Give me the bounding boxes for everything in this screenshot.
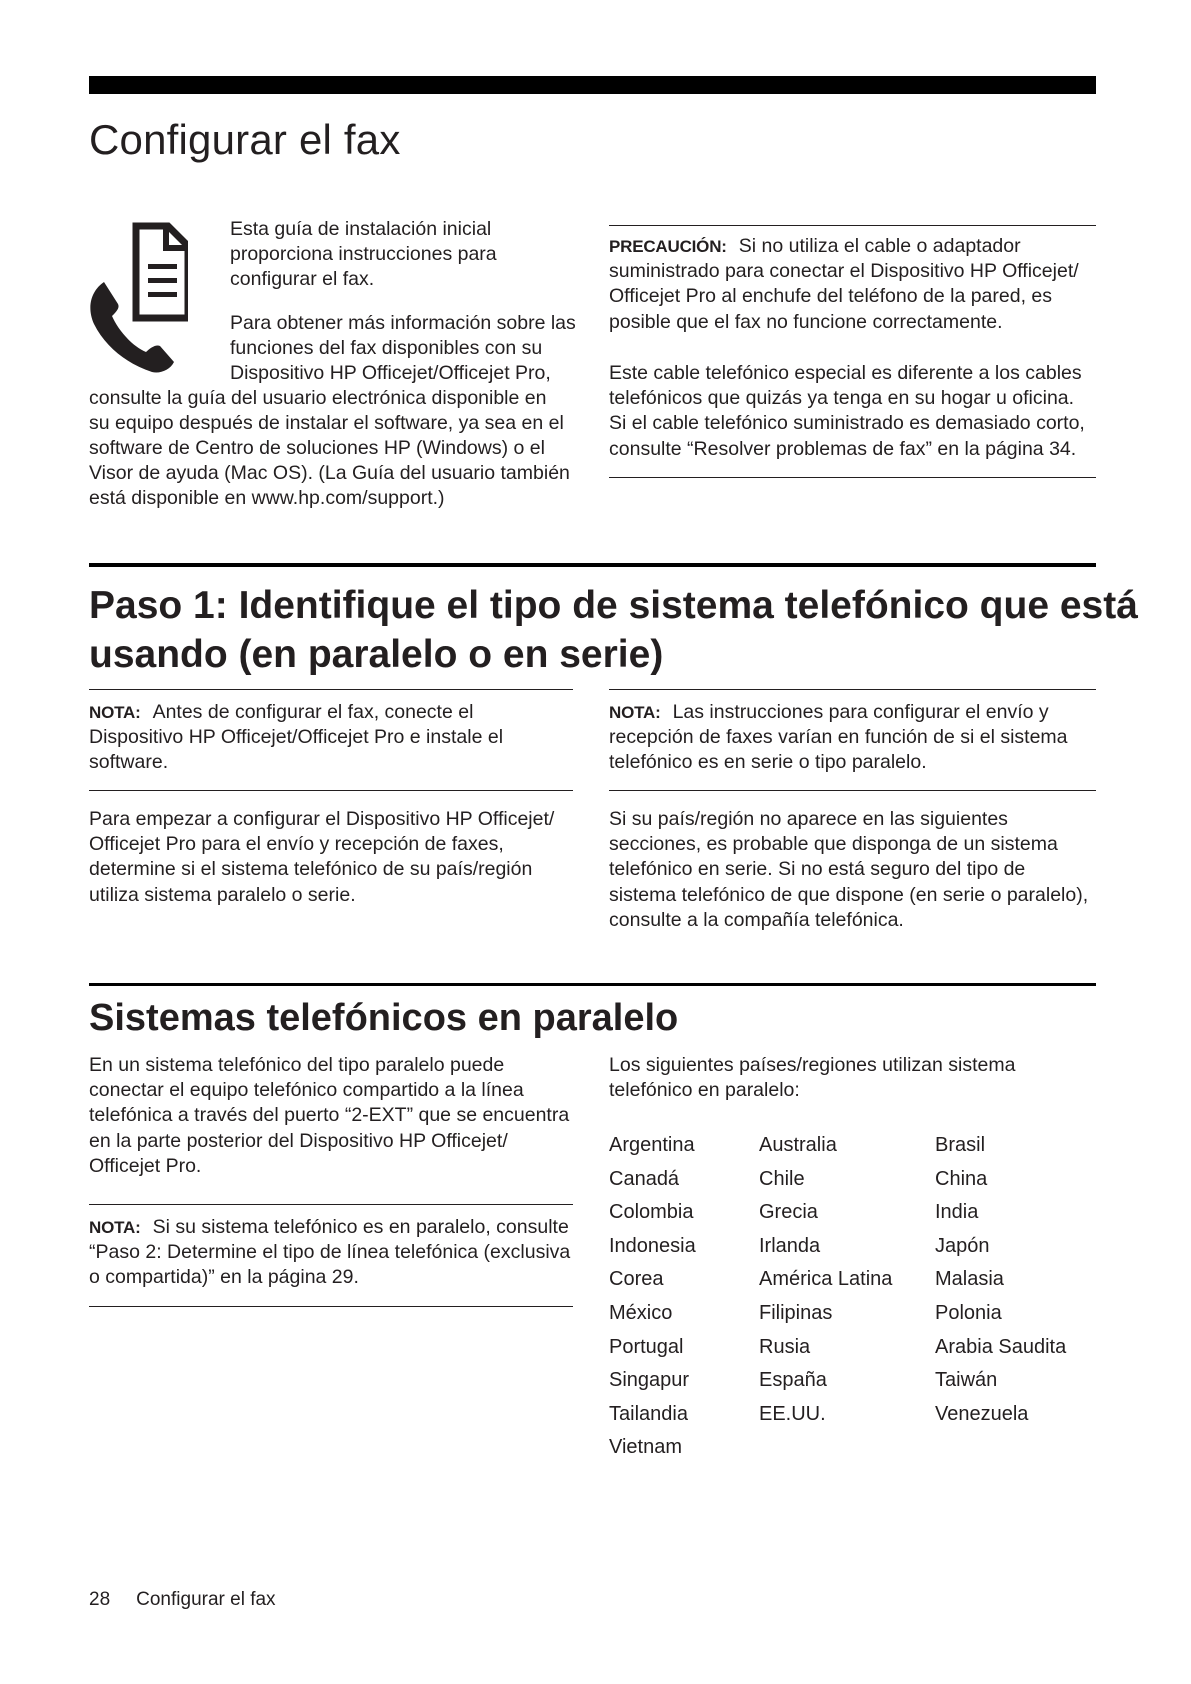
- note-label: NOTA:: [89, 1218, 141, 1237]
- intro-line: Para obtener más información sobre las: [230, 312, 576, 334]
- country-item: España: [759, 1369, 827, 1392]
- country-item: Venezuela: [935, 1402, 1029, 1425]
- intro-line: funciones del fax disponibles con su: [230, 337, 543, 359]
- country-item: India: [935, 1201, 979, 1224]
- intro-line: Visor de ayuda (Mac OS). (La Guía del usuario también: [89, 462, 570, 484]
- country-item: Vietnam: [609, 1436, 683, 1459]
- country-item: Taiwán: [935, 1369, 998, 1392]
- step1-title-line-1: Paso 1: Identifique el tipo de sistema telefónico que está: [89, 584, 1138, 627]
- page-number: 28: [89, 1589, 111, 1610]
- parallel-title: Sistemas telefónicos en paralelo: [89, 997, 679, 1039]
- intro-line: su equipo después de instalar el software, ya sea en el: [89, 412, 564, 434]
- step1-body-right: Si su país/región no aparece en las siguientes secciones, es probable que disponga de un sistema telefónico en serie. Si no está seguro del tipo de sistema telefónico de que dispone (en serie o paralelo), consulte a la compañía telefónica.: [609, 808, 1089, 931]
- parallel-top-rule: [89, 983, 1096, 986]
- caution-label: PRECAUCIÓN:: [609, 237, 727, 256]
- country-item: Malasia: [935, 1268, 1004, 1291]
- page-footer: [89, 1589, 302, 1611]
- caution-note: [609, 234, 1096, 335]
- intro-line: está disponible en www.hp.com/support.): [89, 487, 445, 509]
- note-right: [609, 700, 1096, 776]
- country-item: América Latina: [759, 1268, 893, 1291]
- country-item: Australia: [759, 1134, 837, 1156]
- footer-section: Configurar el fax: [136, 1589, 276, 1610]
- country-item: México: [609, 1301, 673, 1324]
- country-item: Grecia: [759, 1201, 818, 1224]
- note-text: Antes de configurar el fax, conecte el Dispositivo HP Officejet/Officejet Pro e instale el software.: [89, 701, 504, 774]
- page-title: Configurar el fax: [89, 116, 401, 163]
- note-label: NOTA:: [89, 703, 141, 722]
- caution-top-rule: [609, 225, 1096, 226]
- country-item: Irlanda: [759, 1234, 821, 1257]
- countries-intro: Los siguientes países/regiones utilizan sistema telefónico en paralelo:: [609, 1054, 1016, 1102]
- country-item: Tailandia: [609, 1402, 688, 1425]
- intro-line: consulte la guía del usuario electrónica disponible en: [89, 387, 547, 409]
- note-left-bottom-rule: [89, 790, 573, 791]
- note-left-top-rule: [89, 689, 573, 690]
- country-item: Japón: [935, 1234, 990, 1257]
- country-item: Portugal: [609, 1335, 684, 1358]
- note-right-top-rule: [609, 689, 1096, 690]
- countries-list: [609, 1133, 1089, 1469]
- country-item: China: [935, 1167, 988, 1190]
- parallel-note-bottom-rule: [89, 1306, 573, 1307]
- parallel-note-top-rule: [89, 1204, 573, 1205]
- caution-text: Si no utiliza el cable o adaptador suministrado para conectar el Dispositivo HP Officejet/ Officejet Pro al enchufe del teléfono de la pared, es posible que el fax no funcione correctamente.: [609, 235, 1079, 333]
- intro-line: software de Centro de soluciones HP (Windows) o el: [89, 437, 545, 459]
- step1-body-left: Para empezar a configurar el Dispositivo HP Officejet/ Officejet Pro para el envío y recepción de faxes, determine si el sistema telefónico de su país/región utiliza sistema paralelo o serie.: [89, 808, 555, 906]
- country-item: Corea: [609, 1268, 664, 1291]
- intro-paragraph-1: Esta guía de instalación inicial proporciona instrucciones para configurar el fax.: [230, 218, 497, 291]
- country-item: Canadá: [609, 1167, 680, 1190]
- country-item: Argentina: [609, 1134, 695, 1156]
- fax-icon: [88, 220, 188, 380]
- caution-bottom-rule: [609, 477, 1096, 478]
- country-item: Indonesia: [609, 1234, 696, 1257]
- note-left: [89, 700, 573, 776]
- country-item: Chile: [759, 1167, 805, 1190]
- country-item: Singapur: [609, 1369, 690, 1392]
- parallel-body-left: En un sistema telefónico del tipo paralelo puede conectar el equipo telefónico compartido a la línea telefónica a través del puerto “2-EXT” que se encuentra en la parte posterior del Dispositivo HP Officejet/ Officejet Pro.: [89, 1054, 570, 1177]
- country-item: Brasil: [935, 1134, 986, 1156]
- note-text: Las instrucciones para configurar el envío y recepción de faxes varían en función de si el sistema telefónico es en serie o tipo paralelo.: [609, 701, 1068, 774]
- note-right-bottom-rule: [609, 790, 1096, 791]
- note-label: NOTA:: [609, 703, 661, 722]
- country-item: Polonia: [935, 1301, 1002, 1324]
- country-item: Rusia: [759, 1335, 811, 1358]
- note-text: Si su sistema telefónico es en paralelo, consulte “Paso 2: Determine el tipo de línea telefónica (exclusiva o compartida)” en la página 29.: [89, 1216, 571, 1289]
- step1-top-rule: [89, 563, 1096, 567]
- parallel-note: [89, 1215, 573, 1291]
- step1-title-line-2: usando (en paralelo o en serie): [89, 633, 664, 676]
- intro-line: Dispositivo HP Officejet/Officejet Pro,: [230, 362, 551, 384]
- country-item: Arabia Saudita: [935, 1335, 1067, 1358]
- caution-paragraph-2: Este cable telefónico especial es diferente a los cables telefónicos que quizás ya tenga en su hogar u oficina. Si el cable telefónico suministrado es demasiado corto, consulte “Resolver problemas de fax” en la página 34.: [609, 362, 1085, 460]
- country-item: EE.UU.: [759, 1402, 826, 1425]
- top-bar: [89, 76, 1096, 94]
- country-item: Colombia: [609, 1201, 694, 1224]
- country-item: Filipinas: [759, 1301, 833, 1324]
